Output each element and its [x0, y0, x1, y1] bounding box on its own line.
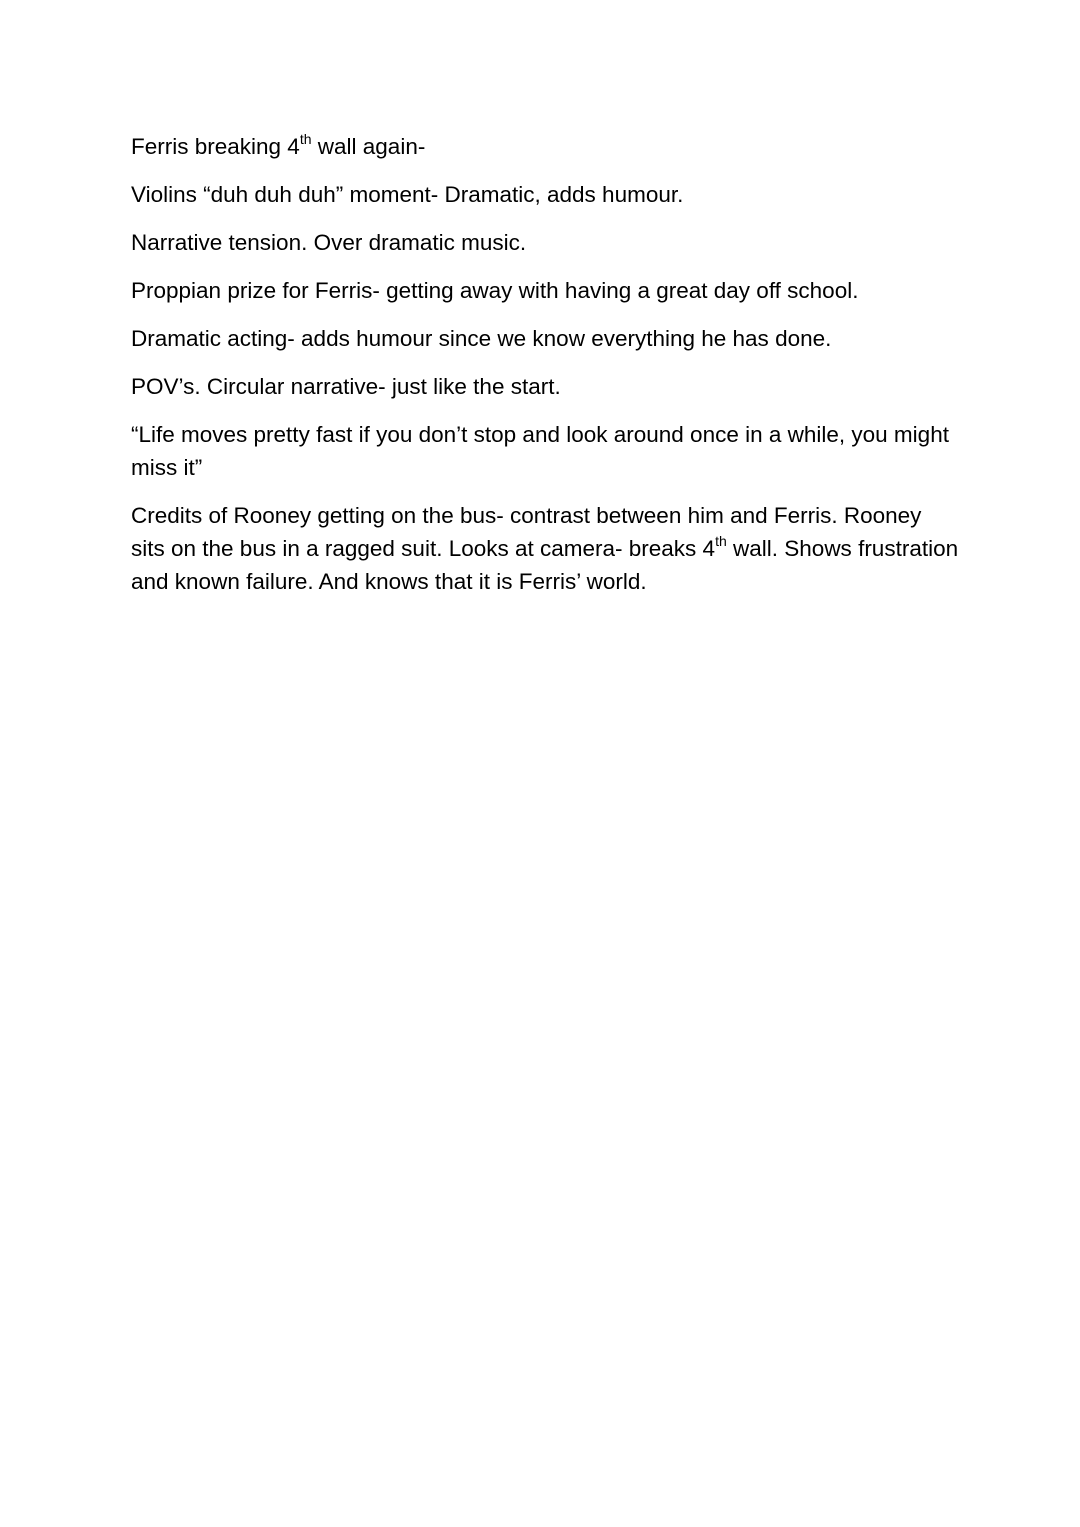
paragraph-credits-rooney: [131, 499, 961, 598]
superscript: th: [715, 532, 727, 549]
paragraph-quote: “Life moves pretty fast if you don’t stop and look around once in a while, you might miss it”: [131, 422, 949, 480]
paragraph-ferris-fourth-wall: [131, 130, 961, 163]
document-body: [131, 130, 961, 613]
paragraph-text: Ferris breaking 4: [131, 134, 300, 159]
paragraph-text: Credits of Rooney getting on the bus- contrast between him and Ferris. Rooney sits on the bus in a ragged suit. Looks at camera- breaks 4: [131, 503, 922, 561]
paragraph-violins: Violins “duh duh duh” moment- Dramatic, adds humour.: [131, 182, 684, 207]
paragraph-text: wall again-: [311, 134, 426, 159]
paragraph-text: wall. Shows frustration and known failure. And knows that it is Ferris’ world.: [131, 536, 959, 594]
paragraph-dramatic-acting: Dramatic acting- adds humour since we know everything he has done.: [131, 326, 832, 351]
paragraph-narrative-tension: Narrative tension. Over dramatic music.: [131, 230, 527, 255]
superscript: th: [299, 130, 312, 147]
paragraph-povs: POV’s. Circular narrative- just like the start.: [131, 374, 561, 399]
paragraph-proppian-prize: Proppian prize for Ferris- getting away with having a great day off school.: [131, 278, 859, 303]
